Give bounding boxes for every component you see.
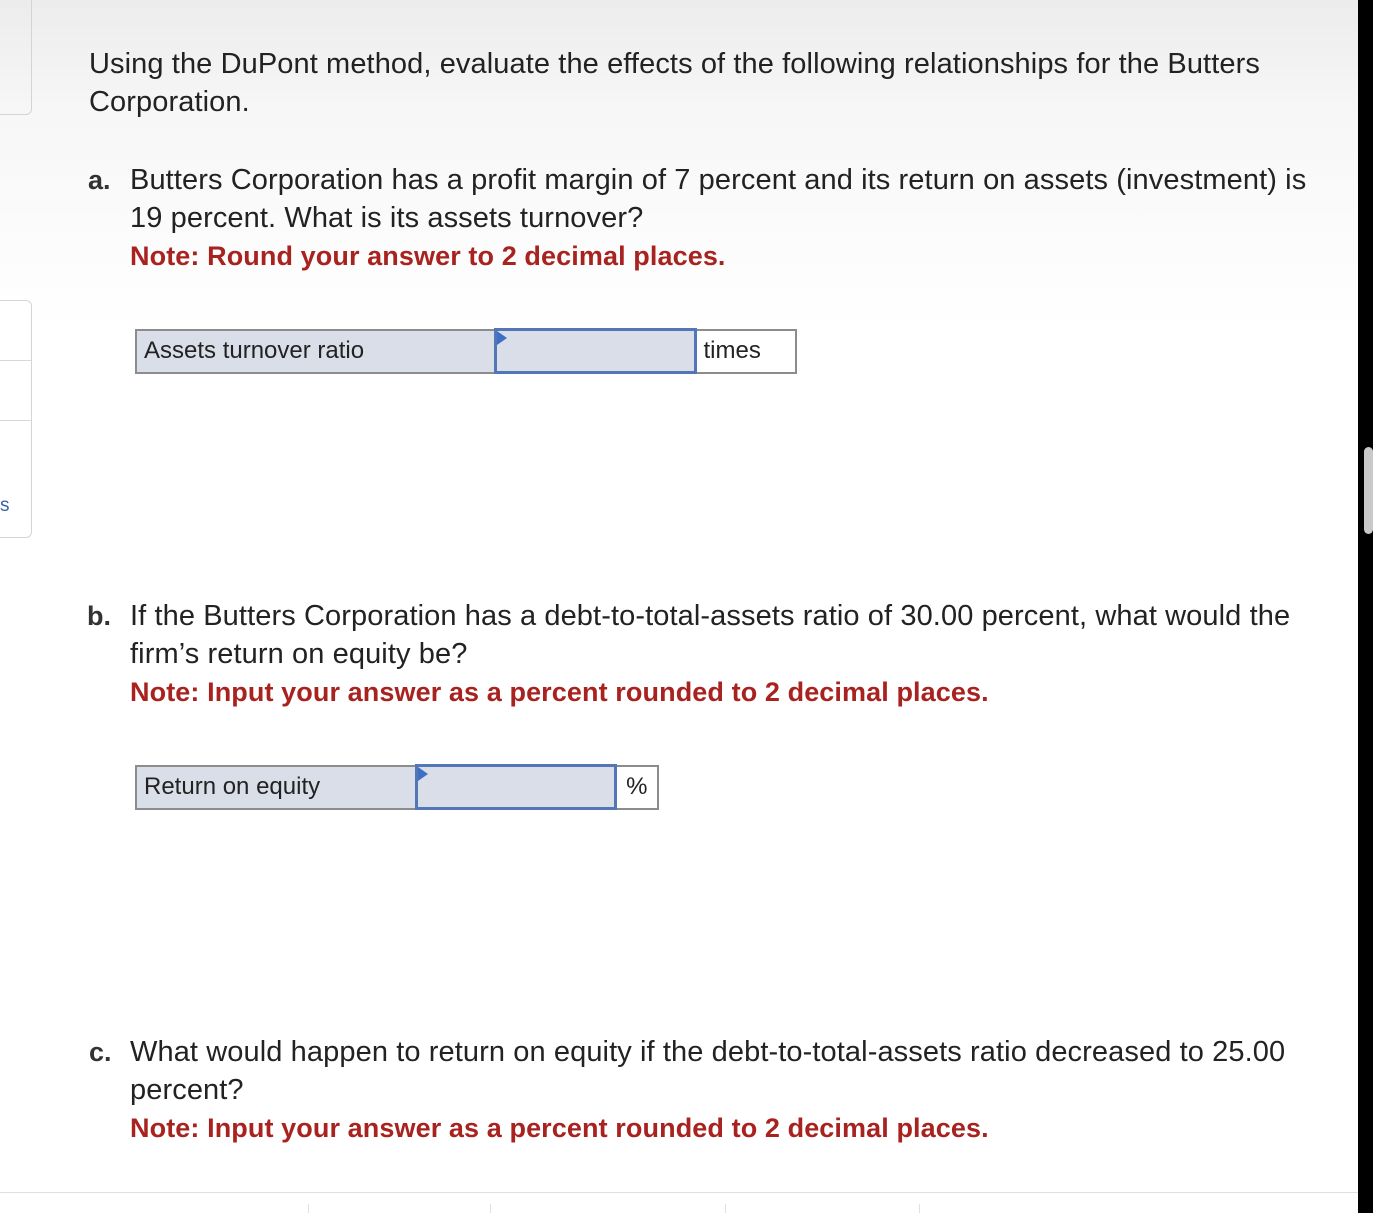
assets-turnover-input[interactable] — [497, 331, 694, 371]
part-a-answer-table — [135, 328, 797, 374]
assets-turnover-unit: times — [703, 337, 761, 364]
next-table-column-divider — [919, 1204, 920, 1213]
part-b-note: Note: Input your answer as a percent rounded to 2 decimal places. — [130, 677, 989, 707]
part-b-question-text: If the Butters Corporation has a debt-to-total-assets ratio of 30.00 percent, what would the firm’s return on equity be? — [130, 600, 1291, 670]
answer-label-cell — [136, 766, 416, 809]
return-on-equity-unit: % — [626, 773, 648, 800]
scrollbar-thumb[interactable] — [1364, 447, 1373, 534]
assets-turnover-label: Assets turnover ratio — [144, 337, 365, 364]
part-a-question — [130, 161, 1310, 275]
assets-turnover-input-cell[interactable] — [495, 330, 695, 373]
part-c-note: Note: Input your answer as a percent rounded to 2 decimal places. — [130, 1113, 989, 1143]
scrollbar-track[interactable] — [1358, 0, 1373, 1213]
part-b-answer-table — [135, 764, 659, 810]
next-table-column-divider — [308, 1204, 309, 1213]
part-c-question — [130, 1033, 1310, 1147]
part-c-question-text: What would happen to return on equity if the debt-to-total-assets ratio decreased to 25.00 percent? — [130, 1036, 1286, 1106]
return-on-equity-input-cell[interactable] — [416, 766, 615, 809]
part-c-letter: c. — [89, 1037, 112, 1067]
answer-label-cell — [136, 330, 495, 373]
answer-row — [136, 766, 658, 809]
left-nav-divider — [0, 360, 31, 361]
part-b-question — [130, 597, 1310, 711]
next-table-top-border — [0, 1192, 1358, 1193]
answer-row — [136, 330, 796, 373]
part-a-question-text: Butters Corporation has a profit margin of 7 percent and its return on assets (investment) is 19 percent. What is its assets turnover? — [130, 164, 1307, 234]
part-a-letter: a. — [88, 165, 111, 195]
left-nav-panel-top[interactable] — [0, 0, 32, 115]
part-b-letter: b. — [87, 601, 111, 631]
part-a-note: Note: Round your answer to 2 decimal places. — [130, 241, 726, 271]
answer-unit-cell — [615, 766, 658, 809]
answer-unit-cell — [695, 330, 796, 373]
left-nav-divider — [0, 420, 31, 421]
left-nav-item-label[interactable]: s — [0, 495, 10, 516]
question-intro: Using the DuPont method, evaluate the effects of the following relationships for the Butters Corporation. — [89, 48, 1260, 118]
next-table-column-divider — [725, 1204, 726, 1213]
next-table-column-divider — [490, 1204, 491, 1213]
return-on-equity-input[interactable] — [418, 767, 614, 807]
left-nav-panel[interactable] — [0, 300, 32, 538]
return-on-equity-label: Return on equity — [144, 773, 321, 800]
